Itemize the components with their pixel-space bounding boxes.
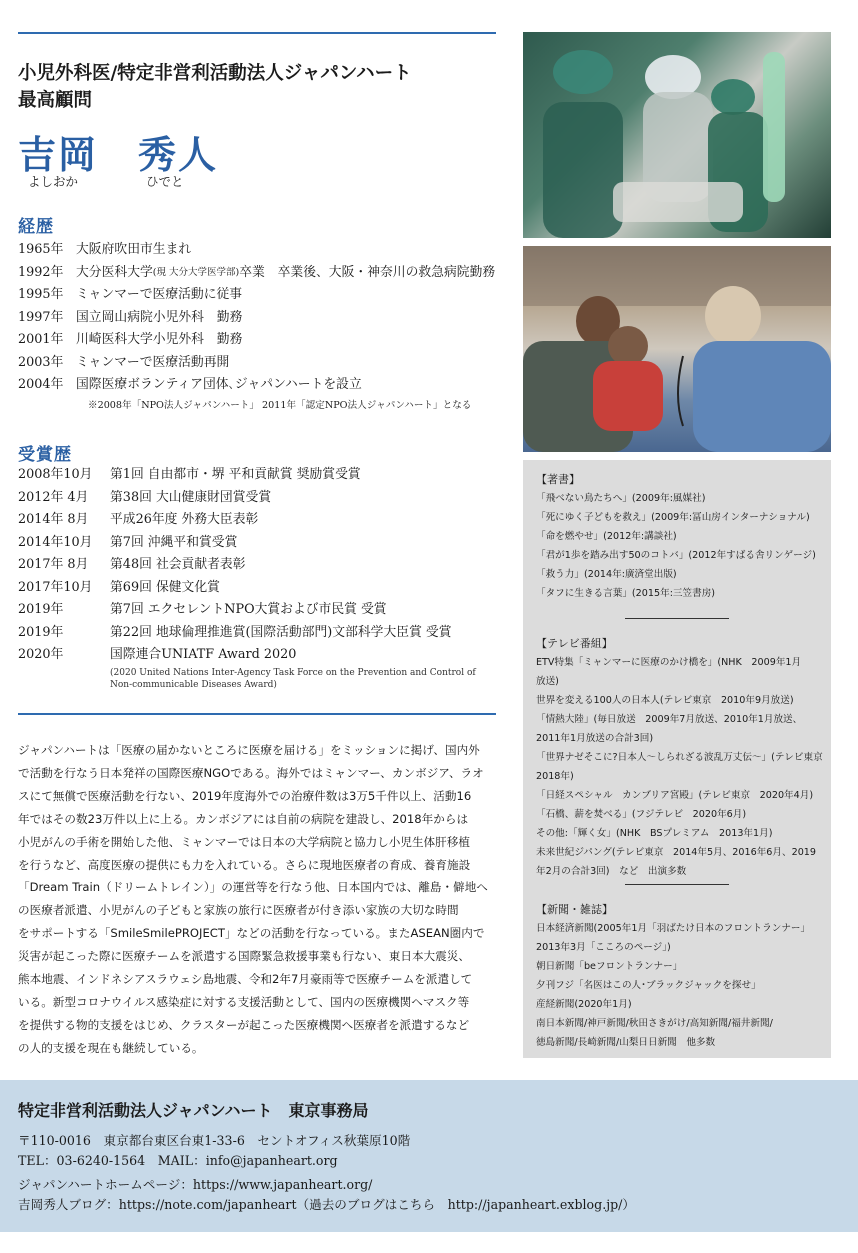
- organization-description: [18, 739, 494, 1060]
- press-item: 日本経済新聞(2005年1月「羽ばたけ日本のフロントランナー」: [536, 923, 811, 934]
- description-line: スにて無償で医療活動を行ない、2019年度海外での治療件数は3万5千件以上、活動16: [18, 788, 472, 803]
- career-item: 1995年 ミャンマーで医療活動に従事: [18, 287, 243, 302]
- tv-item: 2011年1月放送の合計3回): [536, 733, 654, 744]
- award-note-line-1: (2020 United Nations Inter-Agency Task Force on the Prevention and Control of: [110, 667, 476, 678]
- description-line: で活動を行なう日本発祥の国際医療NGOである。海外ではミャンマー、カンボジア、ラオ: [18, 765, 484, 780]
- book-item: 「タフに生きる言葉」(2015年:三笠書房): [536, 588, 716, 599]
- description-line: 熊本地震、インドネシアスラウェシ島地震、令和2年7月豪雨等で医療チームを派遣して: [18, 972, 473, 987]
- tv-item: 「世界ナゼそこに?日本人～しられざる波乱万丈伝～」(テレビ東京: [536, 752, 823, 763]
- sidebar-divider: [625, 884, 729, 885]
- books-heading: 【著書】: [536, 473, 580, 486]
- role-line-1: 小児外科医/特定非営利活動法人ジャパンハート: [18, 63, 412, 84]
- press-item: 南日本新聞/神戸新聞/秋田さきがけ/高知新聞/福井新聞/: [536, 1018, 773, 1029]
- tv-item: 未来世紀ジパング(テレビ東京 2014年5月、2016年6月、2019: [536, 847, 817, 858]
- press-item: 夕刊フジ「名医はこの人･ブラックジャックを探せ」: [536, 980, 761, 991]
- office-name: 特定非営利活動法人ジャパンハート 東京事務局: [18, 1101, 369, 1120]
- tv-item: 「石橋、薪を焚べる」(フジテレビ 2020年6月): [536, 809, 747, 820]
- book-item: 「飛べない鳥たちへ」(2009年:風媒社): [536, 493, 706, 504]
- description-line: を提供する物的支援をはじめ、クラスターが起こった医療機関へ医療者を派遣するなど: [18, 1017, 470, 1032]
- tv-item: 「情熱大陸」(毎日放送 2009年7月放送、2010年1月放送、: [536, 714, 803, 725]
- role-title: [18, 60, 508, 114]
- media-sidebar: [523, 460, 831, 1058]
- career-item: 2004年 国際医療ボランティア団体､ジャパンハートを設立: [18, 377, 362, 392]
- award-item: 2014年10月 第7回 沖縄平和賞受賞: [18, 534, 238, 550]
- top-rule: [18, 32, 496, 34]
- press-item: 産経新聞(2020年1月): [536, 999, 632, 1010]
- blog-link[interactable]: 吉岡秀人ブログ：https://note.com/japanheart（過去のブログはこちら http://japanheart.exblog.jp/）: [18, 1197, 636, 1212]
- career-list: [18, 239, 495, 415]
- clinic-photo: [523, 246, 831, 452]
- sidebar-divider: [625, 618, 729, 619]
- career-note: ※2008年「NPO法人ジャパンハート」 2011年「認定NPO法人ジャパンハート」となる: [88, 399, 472, 411]
- description-line: ジャパンハートは「医療の届かないところに医療を届ける」をミッションに掲げ、国内外: [18, 743, 480, 757]
- career-item: 2001年 川崎医科大学小児外科 勤務: [18, 332, 243, 347]
- books-section: [536, 470, 828, 603]
- award-note-line-2: Non-communicable Diseases Award): [110, 679, 277, 690]
- description-line: 年ではその数23万件以上に上る。カンボジアには自前の病院を建設し、2018年からは: [18, 811, 469, 826]
- person-name: 吉岡 秀人: [18, 132, 219, 177]
- press-item: 徳島新聞/長崎新聞/山梨日日新聞 他多数: [536, 1037, 716, 1048]
- press-section: [536, 900, 828, 1052]
- description-line: の人的支援を現在も継続している。: [18, 1040, 204, 1055]
- awards-list: [18, 464, 476, 691]
- awards-heading: 受賞歴: [18, 445, 72, 465]
- book-item: 「死にゆく子どもを救え」(2009年:冨山房インターナショナル): [536, 512, 810, 523]
- award-item: 2014年 8月 平成26年度 外務大臣表彰: [18, 512, 259, 527]
- tv-item: その他:「輝く女」(NHK BSプレミアム 2013年1月): [536, 828, 773, 839]
- award-item: 2017年 8月 第48回 社会貢献者表彰: [18, 557, 246, 572]
- office-contact: TEL：03-6240-1564 MAIL：info@japanheart.org: [18, 1153, 338, 1168]
- reading-given: ひでと: [146, 174, 184, 189]
- contact-footer: [0, 1080, 858, 1232]
- career-item: 1997年 国立岡山病院小児外科 勤務: [18, 309, 243, 325]
- tv-item: 放送): [536, 676, 559, 687]
- career-item: 1965年 大阪府吹田市生まれ: [18, 242, 192, 257]
- description-line: 小児がんの手術を開始した他、ミャンマーでは日本の大学病院と協力し小児生体肝移植: [18, 834, 470, 849]
- clinic-photo-illustration: [523, 246, 831, 452]
- role-line-2: 最高顧問: [18, 90, 93, 111]
- surgery-photo-illustration: [523, 32, 831, 238]
- tv-item: 世界を変える100人の日本人(テレビ東京 2010年9月放送): [536, 695, 794, 706]
- tv-item: ETV特集「ミャンマーに医療のかけ橋を」(NHK 2009年1月: [536, 657, 802, 668]
- press-heading: 【新聞・雑誌】: [536, 903, 613, 916]
- award-item: 2019年 第7回 エクセレントNPO大賞および市民賞 受賞: [18, 602, 387, 617]
- reading-family: よしおか: [28, 174, 79, 189]
- description-line: をサポートする「SmileSmilePROJECT」などの活動を行なっている。またASEAN圏内で: [18, 926, 485, 941]
- office-address: 〒110-0016 東京都台東区台東1-33-6 セントオフィス秋葉原10階: [18, 1133, 411, 1148]
- tv-item: 年2月の合計3回) など 出演多数: [536, 866, 687, 877]
- description-line: 災害が起こった際に医療チームを派遣する国際緊急救援事業も行ない、東日本大震災、: [18, 949, 470, 964]
- press-item: 2013年3月「こころのページ」): [536, 942, 671, 953]
- award-item: 2008年10月 第1回 自由都市・堺 平和貢献賞 奨励賞受賞: [18, 467, 361, 482]
- section-rule: [18, 713, 496, 715]
- award-item: 2017年10月 第69回 保健文化賞: [18, 579, 220, 595]
- description-line: 「Dream Train（ドリームトレイン）」の運営等を行なう他、日本国内では、離島・僻地へ: [18, 880, 488, 895]
- homepage-link[interactable]: ジャパンハートホームページ：https://www.japanheart.org/: [18, 1177, 373, 1192]
- press-item: 朝日新聞「beフロントランナー」: [536, 961, 683, 972]
- award-item: 2012年 4月 第38回 大山健康財団賞受賞: [18, 489, 272, 505]
- tv-section: [536, 634, 828, 881]
- tv-item: 2018年): [536, 771, 574, 782]
- career-item: 1992年 大分医科大学 (現 大分大学医学部) 卒業 卒業後、大阪・神奈川の救急病院勤務: [18, 264, 496, 280]
- award-item: 2020年 国際連合UNIATF Award 2020: [18, 647, 297, 662]
- career-heading: 経歴: [18, 217, 54, 237]
- surgery-photo: [523, 32, 831, 238]
- description-line: を行うなど、高度医療の提供にも力を入れている。さらに現地医療者の育成、養育施設: [18, 857, 471, 872]
- book-item: 「命を燃やせ」(2012年:講談社): [536, 531, 677, 542]
- description-line: いる。新型コロナウイルス感染症に対する支援活動として、国内の医療機関へマスク等: [18, 994, 470, 1009]
- award-item: 2019年 第22回 地球倫理推進賞(国際活動部門)文部科学大臣賞 受賞: [18, 624, 452, 640]
- book-item: 「君が1歩を踏み出す50のコトバ」(2012年すばる舎リンゲージ): [536, 550, 816, 561]
- description-line: の医療者派遣、小児がんの子どもと家族の旅行に医療者が付き添い家族の大切な時間: [18, 903, 459, 918]
- career-item: 2003年 ミャンマーで医療活動再開: [18, 354, 230, 370]
- book-item: 「救う力」(2014年:廣済堂出版): [536, 569, 677, 580]
- tv-item: 「日経スペシャル カンブリア宮殿」(テレビ東京 2020年4月): [536, 790, 814, 801]
- tv-heading: 【テレビ番組】: [536, 637, 613, 650]
